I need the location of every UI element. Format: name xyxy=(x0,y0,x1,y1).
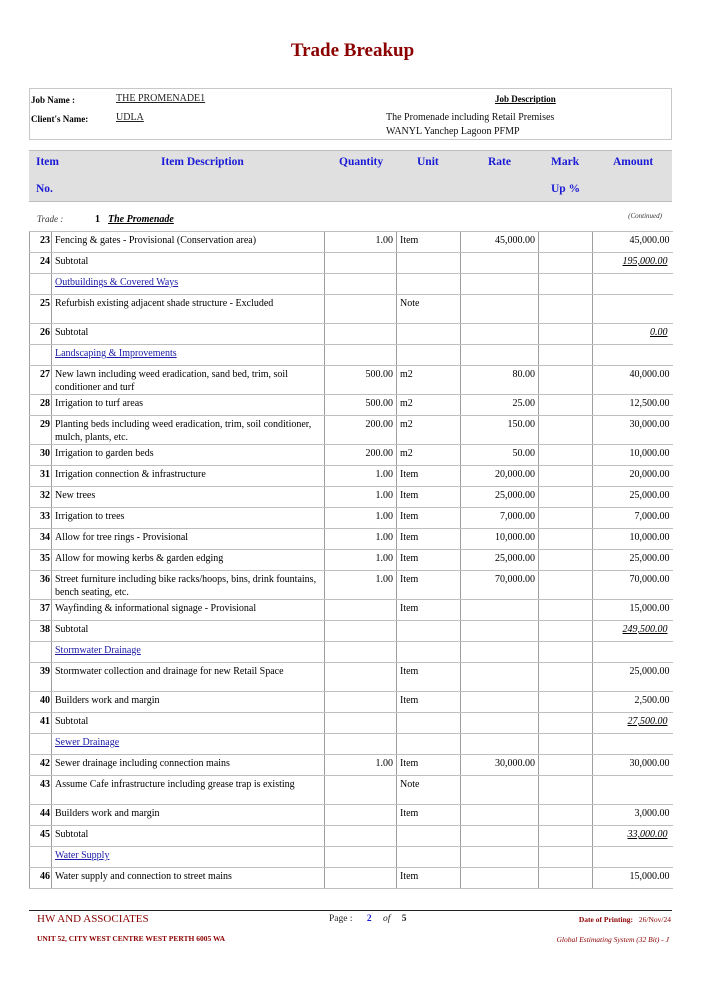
cell-rate xyxy=(461,868,539,889)
cell-unit xyxy=(397,734,461,755)
cell-markup xyxy=(539,253,593,274)
cell-no: 28 xyxy=(30,395,52,416)
cell-amount: 7,000.00 xyxy=(593,508,673,529)
cell-markup xyxy=(539,826,593,847)
cell-qty: 1.00 xyxy=(325,571,397,600)
col-rate: Rate xyxy=(488,156,511,168)
cell-markup xyxy=(539,868,593,889)
cell-desc: Builders work and margin xyxy=(52,692,325,713)
cell-unit: Item xyxy=(397,805,461,826)
cell-desc: Irrigation connection & infrastructure xyxy=(52,466,325,487)
cell-amount xyxy=(593,345,673,366)
col-mark: Mark xyxy=(551,156,580,168)
table-row xyxy=(30,663,673,692)
cell-qty xyxy=(325,713,397,734)
table-row xyxy=(30,600,673,621)
cell-amount: 15,000.00 xyxy=(593,600,673,621)
cell-markup xyxy=(539,345,593,366)
cell-amount: 40,000.00 xyxy=(593,366,673,395)
cell-qty xyxy=(325,868,397,889)
cell-rate xyxy=(461,345,539,366)
cell-no: 24 xyxy=(30,253,52,274)
table-row xyxy=(30,445,673,466)
cell-rate: 25,000.00 xyxy=(461,487,539,508)
cell-amount: 30,000.00 xyxy=(593,755,673,776)
cell-rate: 45,000.00 xyxy=(461,232,539,253)
cell-desc: Stormwater collection and drainage for new Retail Space xyxy=(52,663,325,692)
cell-unit xyxy=(397,253,461,274)
cell-unit: m2 xyxy=(397,445,461,466)
table-row xyxy=(30,232,673,253)
cell-desc: Subtotal xyxy=(52,621,325,642)
cell-amount: 45,000.00 xyxy=(593,232,673,253)
cell-rate: 70,000.00 xyxy=(461,571,539,600)
client-name-value: UDLA xyxy=(116,112,144,123)
cell-no: 30 xyxy=(30,445,52,466)
cell-rate xyxy=(461,663,539,692)
continued-note: (Continued) xyxy=(628,212,662,220)
cell-qty: 1.00 xyxy=(325,529,397,550)
cell-amount xyxy=(593,642,673,663)
page-of: of xyxy=(382,914,391,924)
cell-amount: 0.00 xyxy=(593,324,673,345)
table-row xyxy=(30,395,673,416)
cell-amount xyxy=(593,776,673,805)
page-total: 5 xyxy=(401,914,407,924)
cell-no xyxy=(30,847,52,868)
client-name-label: Client's Name: xyxy=(31,114,89,124)
section-row xyxy=(30,734,673,755)
cell-unit: Item xyxy=(397,508,461,529)
cell-amount: 33,000.00 xyxy=(593,826,673,847)
cell-amount: 10,000.00 xyxy=(593,529,673,550)
cell-desc: Stormwater Drainage xyxy=(52,642,325,663)
cell-rate: 25.00 xyxy=(461,395,539,416)
cell-markup xyxy=(539,508,593,529)
section-row xyxy=(30,642,673,663)
cell-rate: 30,000.00 xyxy=(461,755,539,776)
cell-no xyxy=(30,734,52,755)
page-indicator xyxy=(329,914,407,924)
cell-qty: 1.00 xyxy=(325,550,397,571)
cell-amount xyxy=(593,295,673,324)
cell-desc: Water Supply xyxy=(52,847,325,868)
col-description: Item Description xyxy=(161,156,244,168)
cell-amount: 12,500.00 xyxy=(593,395,673,416)
cell-markup xyxy=(539,805,593,826)
footer-divider xyxy=(29,910,672,911)
cell-qty xyxy=(325,847,397,868)
cell-desc: Irrigation to garden beds xyxy=(52,445,325,466)
cell-qty: 200.00 xyxy=(325,416,397,445)
cell-rate xyxy=(461,713,539,734)
cell-unit: Item xyxy=(397,487,461,508)
cell-rate xyxy=(461,826,539,847)
table-row xyxy=(30,529,673,550)
cell-desc: New trees xyxy=(52,487,325,508)
cell-unit xyxy=(397,642,461,663)
job-name-label: Job Name : xyxy=(31,95,75,105)
col-unit: Unit xyxy=(417,156,439,168)
cell-qty: 200.00 xyxy=(325,445,397,466)
cell-qty: 1.00 xyxy=(325,508,397,529)
cell-no: 35 xyxy=(30,550,52,571)
cell-qty xyxy=(325,345,397,366)
section-row xyxy=(30,847,673,868)
cell-amount: 25,000.00 xyxy=(593,487,673,508)
cell-qty xyxy=(325,805,397,826)
cell-desc: Allow for tree rings - Provisional xyxy=(52,529,325,550)
cell-qty xyxy=(325,692,397,713)
job-name-value: THE PROMENADE1 xyxy=(116,93,206,104)
subtotal-row xyxy=(30,826,673,847)
cell-desc: Street furniture including bike racks/hoops, bins, drink fountains, bench seating, etc. xyxy=(52,571,325,600)
print-date xyxy=(579,915,671,924)
cell-qty xyxy=(325,621,397,642)
cell-unit: Item xyxy=(397,663,461,692)
cell-desc: Subtotal xyxy=(52,826,325,847)
cell-unit xyxy=(397,324,461,345)
trade-table xyxy=(29,231,673,889)
trade-name: The Promenade xyxy=(108,214,174,225)
cell-markup xyxy=(539,274,593,295)
cell-qty: 1.00 xyxy=(325,487,397,508)
cell-no: 37 xyxy=(30,600,52,621)
cell-markup xyxy=(539,232,593,253)
subtotal-row xyxy=(30,253,673,274)
cell-desc: Refurbish existing adjacent shade structure - Excluded xyxy=(52,295,325,324)
page-current: 2 xyxy=(366,914,372,924)
cell-no: 45 xyxy=(30,826,52,847)
cell-amount: 25,000.00 xyxy=(593,663,673,692)
cell-amount xyxy=(593,734,673,755)
cell-unit xyxy=(397,274,461,295)
cell-unit: Item xyxy=(397,755,461,776)
cell-rate xyxy=(461,805,539,826)
table-row xyxy=(30,868,673,889)
cell-no: 43 xyxy=(30,776,52,805)
subtotal-row xyxy=(30,713,673,734)
job-description-heading: Job Description xyxy=(495,94,556,104)
print-date-value: 26/Nov/24 xyxy=(638,915,671,924)
cell-markup xyxy=(539,395,593,416)
cell-desc: Irrigation to trees xyxy=(52,508,325,529)
job-info-box xyxy=(29,88,672,140)
cell-rate xyxy=(461,600,539,621)
cell-no xyxy=(30,274,52,295)
cell-rate: 150.00 xyxy=(461,416,539,445)
cell-no: 41 xyxy=(30,713,52,734)
cell-unit xyxy=(397,713,461,734)
cell-no: 38 xyxy=(30,621,52,642)
cell-desc: Builders work and margin xyxy=(52,805,325,826)
cell-rate xyxy=(461,324,539,345)
cell-desc: New lawn including weed eradication, sand bed, trim, soil conditioner and turf xyxy=(52,366,325,395)
cell-no: 34 xyxy=(30,529,52,550)
cell-rate xyxy=(461,621,539,642)
cell-unit: Item xyxy=(397,868,461,889)
cell-no: 23 xyxy=(30,232,52,253)
cell-markup xyxy=(539,621,593,642)
cell-rate: 7,000.00 xyxy=(461,508,539,529)
cell-unit xyxy=(397,621,461,642)
table-row xyxy=(30,466,673,487)
cell-unit: Item xyxy=(397,550,461,571)
cell-unit: Item xyxy=(397,529,461,550)
cell-no xyxy=(30,642,52,663)
cell-rate: 80.00 xyxy=(461,366,539,395)
table-row xyxy=(30,550,673,571)
cell-amount: 25,000.00 xyxy=(593,550,673,571)
cell-qty xyxy=(325,734,397,755)
cell-unit xyxy=(397,345,461,366)
cell-desc: Sewer drainage including connection mains xyxy=(52,755,325,776)
table-header xyxy=(29,150,672,202)
cell-amount: 3,000.00 xyxy=(593,805,673,826)
cell-rate xyxy=(461,274,539,295)
col-amount: Amount xyxy=(613,156,654,168)
cell-no: 40 xyxy=(30,692,52,713)
cell-qty xyxy=(325,253,397,274)
subtotal-row xyxy=(30,621,673,642)
cell-amount: 27,500.00 xyxy=(593,713,673,734)
cell-qty xyxy=(325,776,397,805)
cell-markup xyxy=(539,466,593,487)
table-row xyxy=(30,692,673,713)
cell-markup xyxy=(539,734,593,755)
col-no: No. xyxy=(36,183,53,195)
cell-markup xyxy=(539,847,593,868)
cell-rate: 50.00 xyxy=(461,445,539,466)
trade-number: 1 xyxy=(95,214,100,225)
cell-unit xyxy=(397,826,461,847)
cell-amount: 20,000.00 xyxy=(593,466,673,487)
cell-no: 44 xyxy=(30,805,52,826)
cell-desc: Assume Cafe infrastructure including grease trap is existing xyxy=(52,776,325,805)
cell-markup xyxy=(539,642,593,663)
col-item: Item xyxy=(36,156,59,168)
cell-markup xyxy=(539,295,593,324)
cell-markup xyxy=(539,487,593,508)
col-up: Up % xyxy=(551,183,581,195)
cell-no: 31 xyxy=(30,466,52,487)
cell-unit: Item xyxy=(397,692,461,713)
cell-desc: Landscaping & Improvements xyxy=(52,345,325,366)
cell-qty: 1.00 xyxy=(325,232,397,253)
cell-rate: 10,000.00 xyxy=(461,529,539,550)
table-row xyxy=(30,295,673,324)
trade-label: Trade : xyxy=(37,214,64,224)
cell-desc: Planting beds including weed eradication, trim, soil conditioner, mulch, plants, etc. xyxy=(52,416,325,445)
cell-no: 26 xyxy=(30,324,52,345)
cell-no: 46 xyxy=(30,868,52,889)
footer-address: UNIT 52, CITY WEST CENTRE WEST PERTH 6005 WA xyxy=(37,934,226,943)
cell-desc: Allow for mowing kerbs & garden edging xyxy=(52,550,325,571)
print-date-label: Date of Printing: xyxy=(578,915,634,924)
cell-amount xyxy=(593,274,673,295)
cell-unit: m2 xyxy=(397,395,461,416)
system-name: Global Estimating System (32 Bit) - J xyxy=(556,935,669,944)
cell-markup xyxy=(539,776,593,805)
cell-qty: 500.00 xyxy=(325,366,397,395)
cell-qty xyxy=(325,642,397,663)
cell-unit: Item xyxy=(397,232,461,253)
page-title: Trade Breakup xyxy=(290,40,415,61)
cell-no: 33 xyxy=(30,508,52,529)
cell-qty xyxy=(325,324,397,345)
cell-rate xyxy=(461,734,539,755)
cell-amount: 2,500.00 xyxy=(593,692,673,713)
cell-markup xyxy=(539,445,593,466)
cell-rate xyxy=(461,295,539,324)
page-label: Page : xyxy=(329,914,353,924)
table-row xyxy=(30,776,673,805)
section-row xyxy=(30,345,673,366)
cell-amount: 249,500.00 xyxy=(593,621,673,642)
cell-unit: Note xyxy=(397,776,461,805)
table-row xyxy=(30,366,673,395)
cell-markup xyxy=(539,571,593,600)
cell-markup xyxy=(539,713,593,734)
cell-markup xyxy=(539,692,593,713)
cell-unit: m2 xyxy=(397,416,461,445)
cell-amount: 15,000.00 xyxy=(593,868,673,889)
cell-qty xyxy=(325,295,397,324)
cell-rate xyxy=(461,642,539,663)
cell-no xyxy=(30,345,52,366)
cell-unit: m2 xyxy=(397,366,461,395)
cell-amount xyxy=(593,847,673,868)
cell-unit: Note xyxy=(397,295,461,324)
table-row xyxy=(30,508,673,529)
table-row xyxy=(30,755,673,776)
cell-rate: 25,000.00 xyxy=(461,550,539,571)
col-quantity: Quantity xyxy=(339,156,384,168)
cell-desc: Water supply and connection to street mains xyxy=(52,868,325,889)
table-row xyxy=(30,571,673,600)
cell-qty: 500.00 xyxy=(325,395,397,416)
cell-desc: Subtotal xyxy=(52,713,325,734)
cell-desc: Subtotal xyxy=(52,253,325,274)
cell-no: 32 xyxy=(30,487,52,508)
footer-company: HW AND ASSOCIATES xyxy=(37,913,149,925)
cell-rate xyxy=(461,776,539,805)
table-row xyxy=(30,805,673,826)
cell-unit: Item xyxy=(397,571,461,600)
cell-amount: 10,000.00 xyxy=(593,445,673,466)
cell-desc: Irrigation to turf areas xyxy=(52,395,325,416)
cell-qty: 1.00 xyxy=(325,466,397,487)
cell-desc: Wayfinding & informational signage - Provisional xyxy=(52,600,325,621)
cell-qty xyxy=(325,663,397,692)
cell-no: 42 xyxy=(30,755,52,776)
cell-no: 25 xyxy=(30,295,52,324)
job-description-line-2: WANYL Yanchep Lagoon PFMP xyxy=(386,126,520,137)
cell-amount: 70,000.00 xyxy=(593,571,673,600)
cell-desc: Sewer Drainage xyxy=(52,734,325,755)
cell-desc: Fencing & gates - Provisional (Conservation area) xyxy=(52,232,325,253)
job-description-line-1: The Promenade including Retail Premises xyxy=(386,112,555,123)
cell-markup xyxy=(539,529,593,550)
trade-heading xyxy=(29,208,672,232)
cell-desc: Subtotal xyxy=(52,324,325,345)
subtotal-row xyxy=(30,324,673,345)
section-row xyxy=(30,274,673,295)
cell-rate xyxy=(461,847,539,868)
cell-amount: 30,000.00 xyxy=(593,416,673,445)
cell-qty xyxy=(325,274,397,295)
cell-markup xyxy=(539,600,593,621)
cell-rate: 20,000.00 xyxy=(461,466,539,487)
cell-rate xyxy=(461,253,539,274)
cell-qty xyxy=(325,600,397,621)
cell-amount: 195,000.00 xyxy=(593,253,673,274)
table-row xyxy=(30,487,673,508)
cell-markup xyxy=(539,416,593,445)
cell-qty xyxy=(325,826,397,847)
cell-rate xyxy=(461,692,539,713)
cell-no: 39 xyxy=(30,663,52,692)
cell-markup xyxy=(539,366,593,395)
cell-no: 29 xyxy=(30,416,52,445)
cell-markup xyxy=(539,324,593,345)
cell-no: 27 xyxy=(30,366,52,395)
cell-markup xyxy=(539,550,593,571)
table-row xyxy=(30,416,673,445)
cell-no: 36 xyxy=(30,571,52,600)
cell-markup xyxy=(539,755,593,776)
cell-desc: Outbuildings & Covered Ways xyxy=(52,274,325,295)
cell-unit xyxy=(397,847,461,868)
cell-unit: Item xyxy=(397,600,461,621)
cell-unit: Item xyxy=(397,466,461,487)
cell-markup xyxy=(539,663,593,692)
cell-qty: 1.00 xyxy=(325,755,397,776)
